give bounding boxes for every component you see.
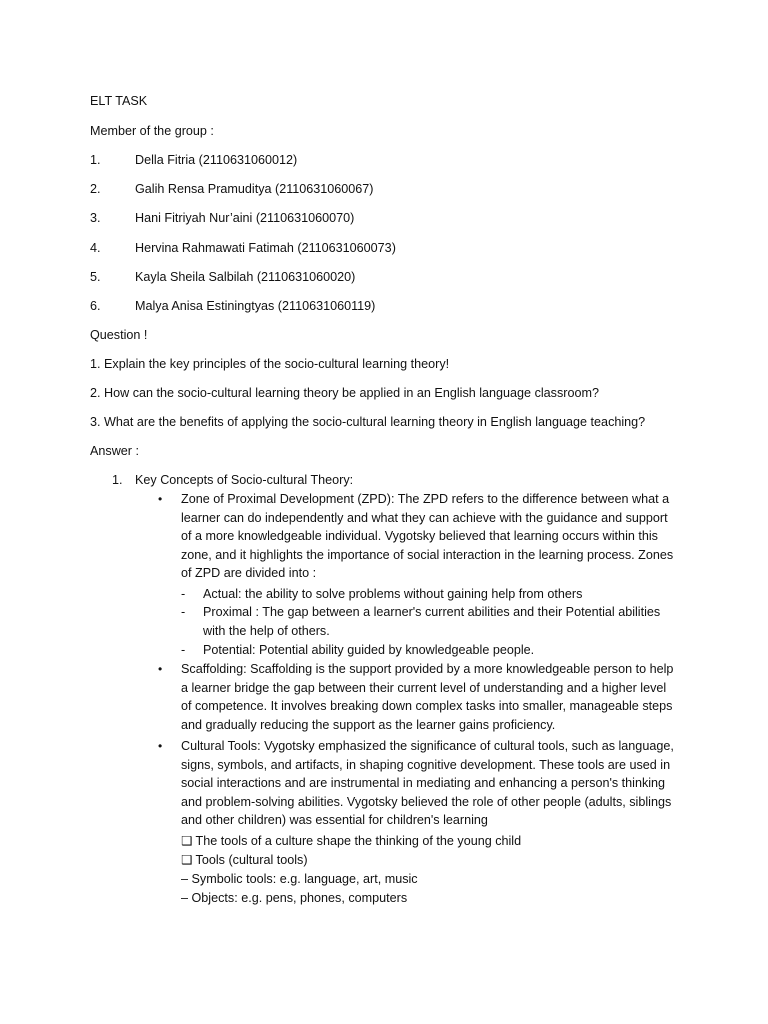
member-number: 3.: [90, 211, 101, 225]
zpd-actual-item: Actual: the ability to solve problems without gaining help from others: [203, 587, 583, 601]
bullet-icon: •: [158, 492, 163, 506]
answer-subheading: Key Concepts of Socio-cultural Theory:: [135, 473, 354, 487]
member-number: 6.: [90, 299, 101, 313]
member-item: Hervina Rahmawati Fatimah (2110631060073): [135, 241, 396, 255]
member-item: Della Fitria (2110631060012): [135, 153, 298, 167]
member-item: Hani Fitriyah Nur’aini (2110631060070): [135, 211, 355, 225]
cultural-tools-line: ❑ The tools of a culture shape the thinking of the young child: [181, 834, 522, 848]
question-item: 2. How can the socio-cultural learning theory be applied in an English language classroom?: [90, 386, 599, 400]
dash-icon: -: [181, 643, 186, 657]
cultural-tools-line: – Symbolic tools: e.g. language, art, music: [181, 872, 418, 886]
member-number: 2.: [90, 182, 101, 196]
member-item: Malya Anisa Estiningtyas (2110631060119): [135, 299, 376, 313]
zpd-paragraph: Zone of Proximal Development (ZPD): The ZPD refers to the difference between what a learner can do independently and what they can achieve with the guidance and support of a more knowledgeable individual. Vygotsky believed that learning occurs within this zone, and it highlights the importance of social interaction in the learning process. Zones of ZPD are divided into :: [181, 492, 674, 580]
question-item: 1. Explain the key principles of the socio-cultural learning theory!: [90, 357, 450, 371]
bullet-icon: •: [158, 662, 163, 676]
document-title: ELT TASK: [90, 94, 148, 108]
question-item: 3. What are the benefits of applying the socio-cultural learning theory in English language teaching?: [90, 415, 646, 429]
bullet-icon: •: [158, 739, 163, 753]
cultural-tools-line: – Objects: e.g. pens, phones, computers: [181, 891, 408, 905]
scaffolding-paragraph: Scaffolding: Scaffolding is the support provided by a more knowledgeable person to help a learner bridge the gap between their current level of understanding and a higher level of competence. It involves breaking down complex tasks into smaller, manageable steps and gradually reducing the support as the learner gains proficiency.: [181, 662, 674, 732]
cultural-tools-line: ❑ Tools (cultural tools): [181, 853, 308, 867]
member-item: Galih Rensa Pramuditya (2110631060067): [135, 182, 374, 196]
members-heading: Member of the group :: [90, 124, 214, 138]
cultural-tools-paragraph: Cultural Tools: Vygotsky emphasized the significance of cultural tools, such as language, signs, symbols, and artifacts, in shaping cognitive development. These tools are used in social interactions and are instrumental in mediating and enhancing a person's thinking and problem-solving abilities. Vygotsky believed the role of other people (adults, siblings and other children) was essential for children's learning: [181, 739, 674, 827]
dash-icon: -: [181, 605, 186, 619]
member-number: 5.: [90, 270, 101, 284]
answer-number: 1.: [112, 473, 123, 487]
dash-icon: -: [181, 587, 186, 601]
member-item: Kayla Sheila Salbilah (2110631060020): [135, 270, 356, 284]
zpd-potential-item: Potential: Potential ability guided by knowledgeable people.: [203, 643, 535, 657]
member-number: 1.: [90, 153, 101, 167]
question-heading: Question !: [90, 328, 148, 342]
answer-heading: Answer :: [90, 444, 139, 458]
member-number: 4.: [90, 241, 101, 255]
zpd-proximal-item: Proximal : The gap between a learner's current abilities and their Potential abilities with the help of others.: [203, 605, 661, 638]
